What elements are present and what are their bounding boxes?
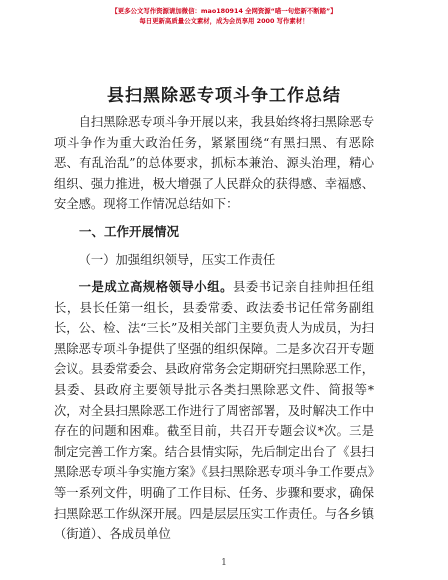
paragraph-lead: 一是成立高规格领导小组。 [78,279,234,294]
paragraph-text: 县委书记亲自挂帅担任组长，县长任第一组长，县委常委、政法委书记任常务副组长，公、检、法“三长”及相关部门主要负责人为成员，为扫黑除恶专项斗争提供了坚强的组织保障。二是多次召开专题会议。县委常委会、县政府常务会定期研究扫黑除恶工作，县委、县政府主要领导批示各类扫黑除恶文件、简报等*次，对全县扫黑除恶工作进行了周密部署，及时解决工作中存在的问题和困难。截至目前，共召开专题会议*次。三是制定完善工作方案。结合县情实际，先后制定出台了《县扫黑除恶专项斗争实施方案》《县扫黑除恶专项斗争工作要点》等一系列文件，明确了工作目标、任务、步骤和要求，确保扫黑除恶工作纵深开展。四是层层压实工作责任。与各乡镇（街道）、各成员单位 [54,279,374,542]
promo-banner-line-2: 每日更新高质量公文素材，成为会员享用 2000 写作素材！ [139,17,309,25]
body-paragraph [54,277,374,545]
page-number: 1 [221,558,227,568]
intro-paragraph: 自扫黑除恶专项斗争开展以来，我县始终将扫黑除恶专项斗争作为重大政治任务，紧紧围绕“有黑扫黑、有恶除恶、有乱治乱”的总体要求，抓标本兼治、源头治理，精心组织、强力推进，极大增强了人民群众的获得感、幸福感、安全感。现将工作情况总结如下： [54,115,374,212]
document-title: 县扫黑除恶专项斗争工作总结 [107,86,341,106]
subsection-heading: （一）加强组织领导，压实工作责任 [78,252,276,267]
promo-banner [0,6,448,26]
document-body [54,112,374,545]
promo-banner-line-1: 【更多公文写作资源请加微信：mao180914 全网资源“喵一句您新不断踏”】 [111,7,337,15]
section-heading: 一、工作开展情况 [79,223,180,239]
